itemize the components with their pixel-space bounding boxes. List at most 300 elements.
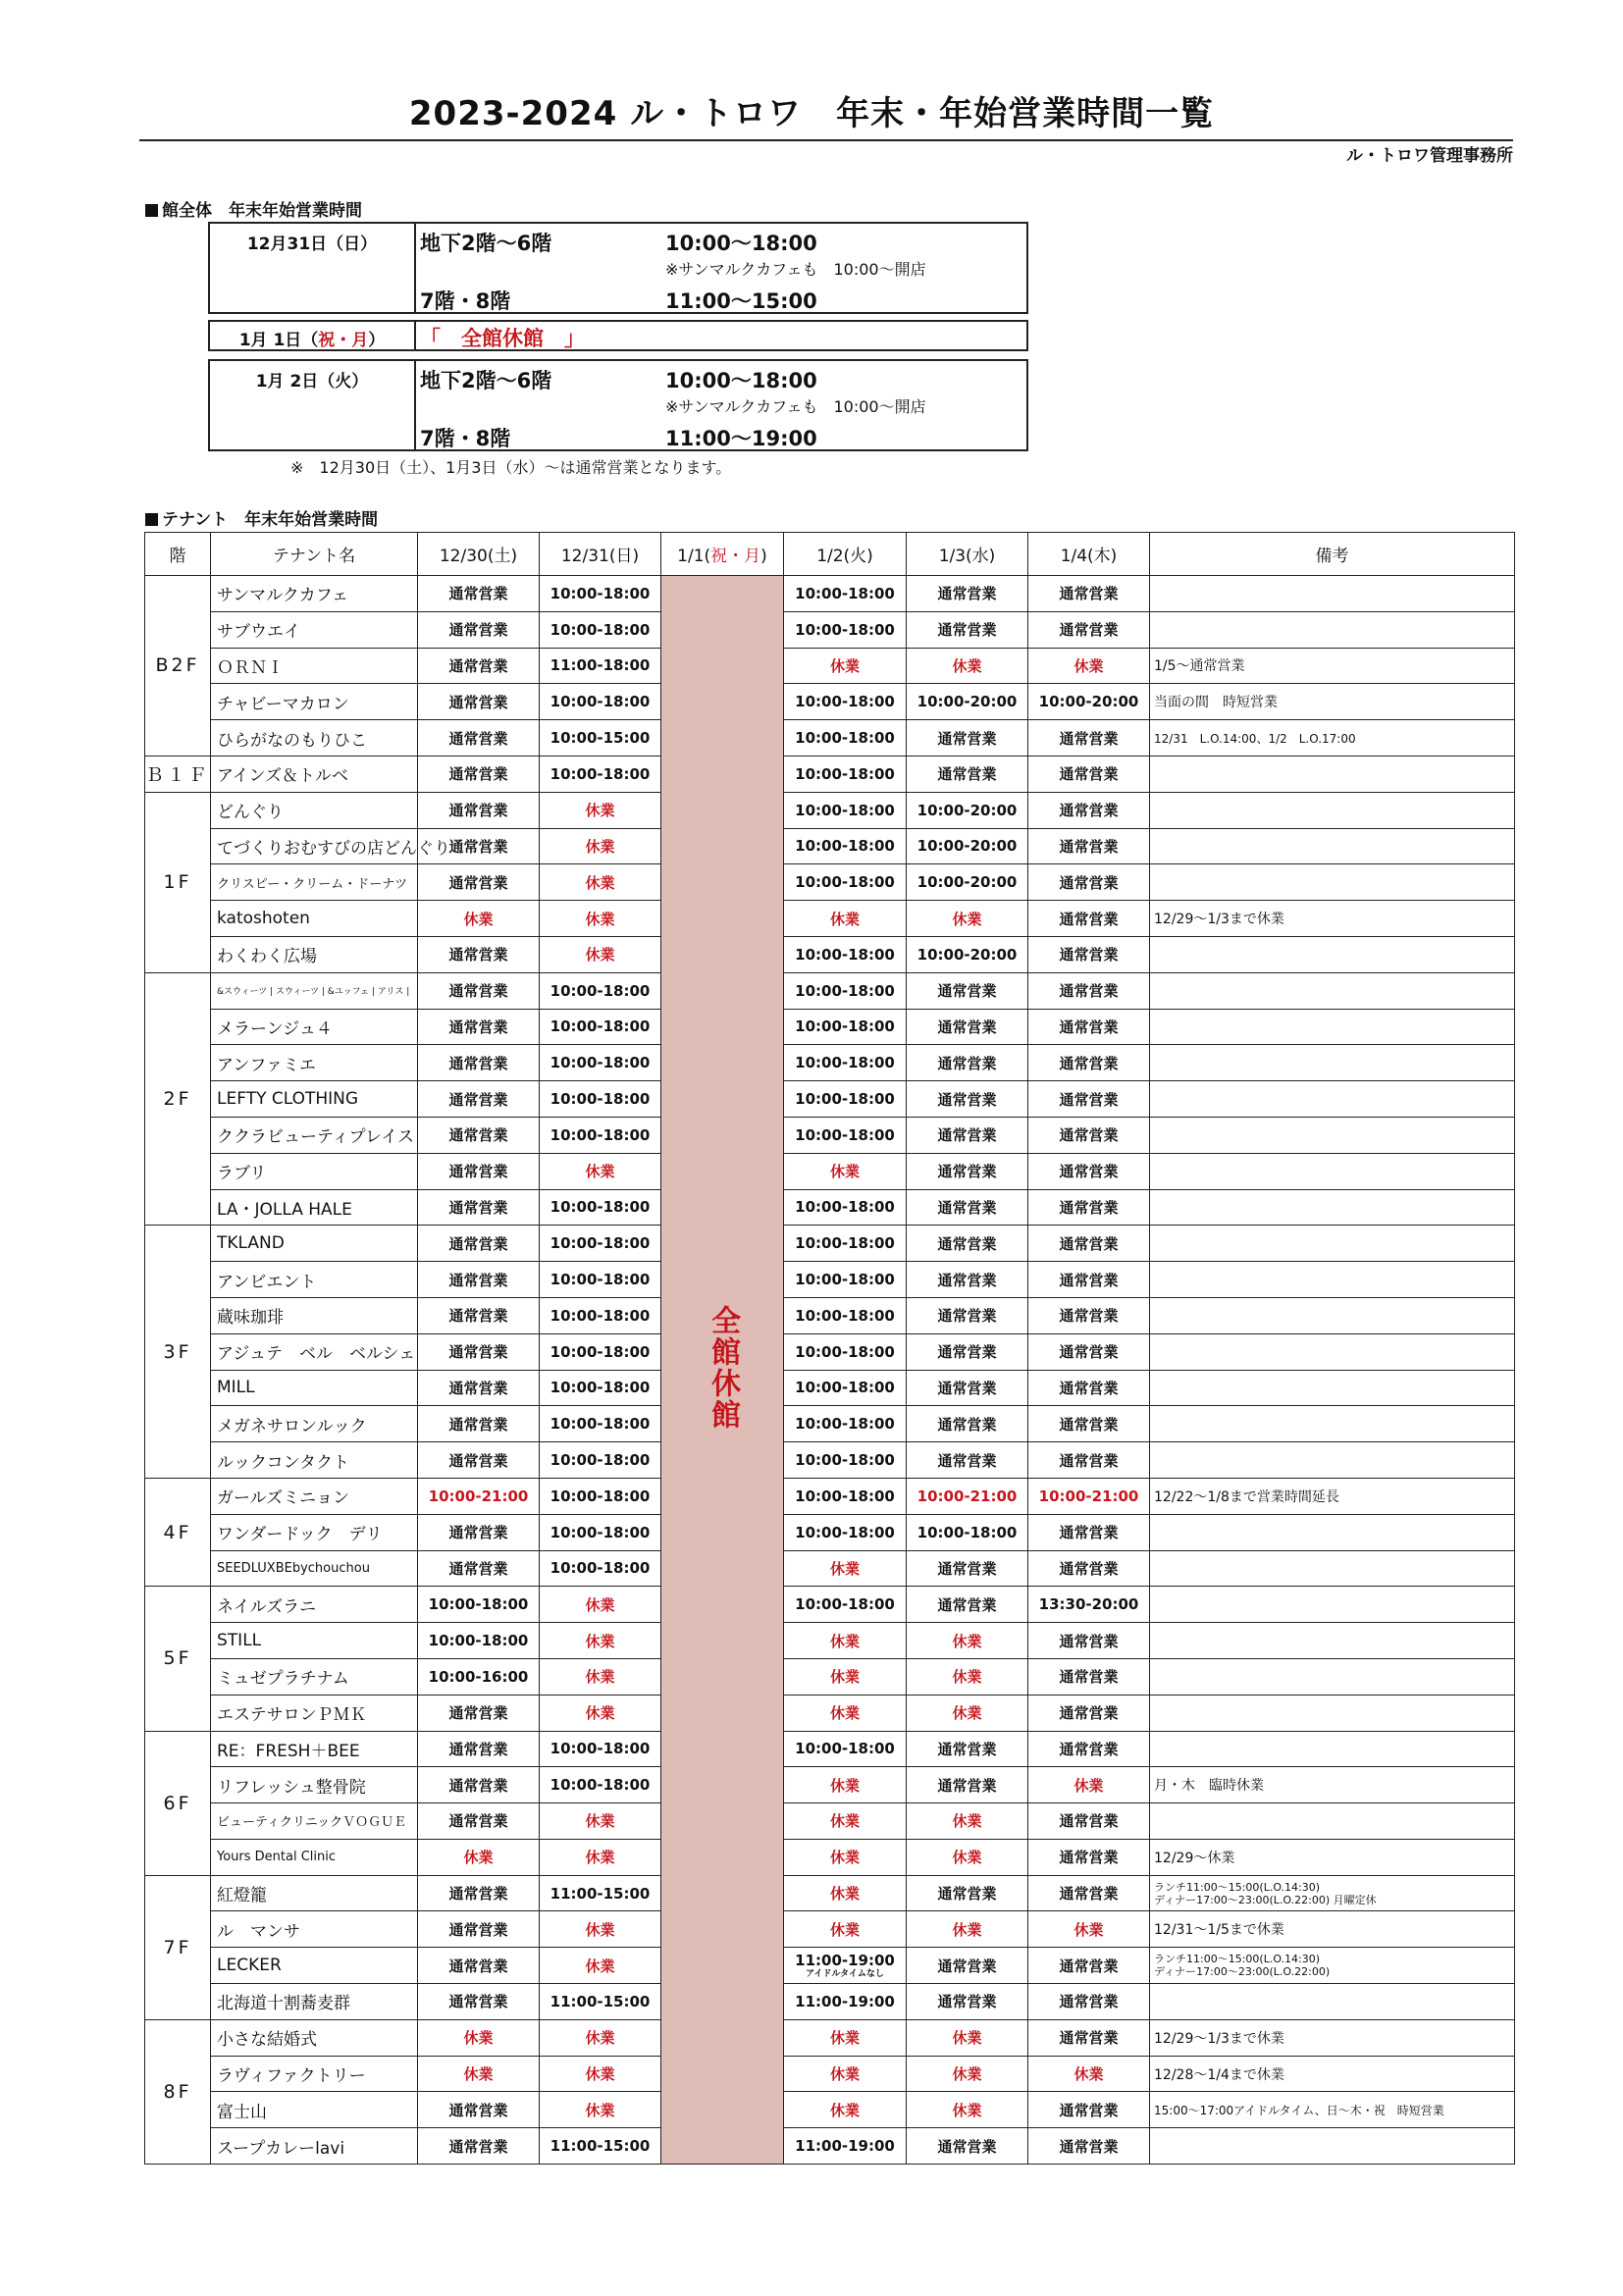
- hours-value: 11:00-19:00: [795, 1992, 895, 2010]
- remarks-cell: [1150, 2128, 1515, 2165]
- hours-d1231: [540, 720, 661, 757]
- remarks-cell: 1/5～通常営業: [1150, 648, 1515, 684]
- hours-value: 通常営業: [1059, 1379, 1119, 1397]
- hours-d0104: [1028, 1117, 1150, 1153]
- hours-value: 10:00-18:00: [550, 1776, 651, 1795]
- hours-value: 通常営業: [448, 1740, 508, 1758]
- hours-value: 通常営業: [937, 585, 997, 603]
- hours-value: 通常営業: [448, 1812, 508, 1831]
- hours-d0104: [1028, 1731, 1150, 1767]
- hours-d1230: [418, 1587, 540, 1623]
- hours-value: 休業: [952, 2101, 982, 2119]
- hours-value: 通常営業: [448, 1018, 508, 1036]
- hours-d1231: [540, 1370, 661, 1406]
- hours-d1230: [418, 2019, 540, 2056]
- dec31-time-upper: 11:00～15:00: [665, 289, 817, 313]
- tenant-name: ワンダードック デリ: [211, 1514, 418, 1550]
- hours-d0103: [907, 864, 1028, 901]
- hours-d0104: [1028, 1875, 1150, 1911]
- table-row: [145, 901, 1515, 937]
- hours-value: 10:00-20:00: [916, 837, 1018, 856]
- hours-d0103: [907, 1009, 1028, 1045]
- hours-value: 通常営業: [1059, 837, 1119, 856]
- hours-value: 通常営業: [448, 1451, 508, 1470]
- hours-value: 休業: [829, 1885, 860, 1904]
- hours-d1230: [418, 1803, 540, 1840]
- hours-d0103: [907, 1550, 1028, 1587]
- hours-value: 10:00-21:00: [428, 1487, 529, 1505]
- col-header-0104: 1/4(木): [1028, 533, 1150, 576]
- hours-d0103: [907, 1984, 1028, 2020]
- table-row: [145, 1948, 1515, 1984]
- tenant-name: ククラビューティプレイス: [211, 1117, 418, 1153]
- hours-d0104: [1028, 864, 1150, 901]
- hours-value: 通常営業: [448, 765, 508, 784]
- hours-d0102: [784, 1658, 907, 1695]
- hours-d0102: [784, 1587, 907, 1623]
- hours-value: 休業: [585, 1849, 615, 1867]
- hours-value: 10:00-18:00: [550, 1487, 651, 1505]
- hours-d1231: [540, 792, 661, 828]
- hours-d1230: [418, 1153, 540, 1189]
- hours-d0103: [907, 901, 1028, 937]
- table-row: [145, 2128, 1515, 2165]
- hours-d1230: [418, 1189, 540, 1226]
- tenant-hours-table: [144, 532, 1515, 2165]
- hours-value: 10:00-20:00: [916, 873, 1018, 892]
- hours-d1230: [418, 936, 540, 972]
- dec31-floors-upper: 7階・8階: [420, 289, 511, 313]
- hours-value: 10:00-18:00: [795, 729, 895, 748]
- hours-d0102: [784, 1623, 907, 1659]
- hours-value: 10:00-18:00: [795, 693, 895, 711]
- tenant-name: てづくりおむすびの店どんぐり: [211, 828, 418, 864]
- remarks-cell: [1150, 756, 1515, 792]
- hours-value: 通常営業: [1059, 1704, 1119, 1723]
- remarks-cell: [1150, 972, 1515, 1009]
- hours-d0102: [784, 936, 907, 972]
- hours-value: 休業: [585, 2065, 615, 2084]
- table-row: [145, 864, 1515, 901]
- hours-value: 通常営業: [448, 1198, 508, 1217]
- hours-value: 通常営業: [937, 1740, 997, 1758]
- tenant-name: ラヴィファクトリー: [211, 2056, 418, 2092]
- remarks-cell: [1150, 611, 1515, 648]
- hours-value: 通常営業: [1059, 946, 1119, 965]
- remarks-cell: [1150, 936, 1515, 972]
- remarks-cell: [1150, 792, 1515, 828]
- hours-d1230: [418, 901, 540, 937]
- col-header-1231: 12/31(日): [540, 533, 661, 576]
- hours-value: 通常営業: [937, 2137, 997, 2156]
- hours-value: 10:00-18:00: [795, 1090, 895, 1109]
- hours-d1231: [540, 1911, 661, 1948]
- tenant-name: アジュテ ベル ベルシェ: [211, 1333, 418, 1370]
- hours-d0102: [784, 684, 907, 720]
- hours-d0103: [907, 720, 1028, 757]
- floor-cell: 2F: [145, 972, 211, 1226]
- hours-d0102: [784, 1803, 907, 1840]
- hours-value: 通常営業: [937, 1018, 997, 1036]
- tenant-name: リフレッシュ整骨院: [211, 1767, 418, 1803]
- hours-d0103: [907, 792, 1028, 828]
- hours-value: 10:00-18:00: [550, 693, 651, 711]
- hours-d0102: [784, 864, 907, 901]
- tenant-name: クリスピー・クリーム・ドーナツ: [211, 864, 418, 901]
- hours-d0102: [784, 1839, 907, 1875]
- office-name: ル・トロワ管理事務所: [1346, 146, 1513, 166]
- hours-d1231: [540, 2092, 661, 2128]
- hours-value: 休業: [463, 1849, 494, 1867]
- hours-d0102: [784, 1189, 907, 1226]
- tenant-name: メラーンジュ４: [211, 1009, 418, 1045]
- hours-d1230: [418, 1442, 540, 1479]
- hours-value: 通常営業: [448, 1054, 508, 1072]
- hours-value: 通常営業: [937, 1090, 997, 1109]
- hours-d1231: [540, 1262, 661, 1298]
- hours-d1231: [540, 1803, 661, 1840]
- hours-d0103: [907, 972, 1028, 1009]
- hours-value: 通常営業: [448, 2101, 508, 2119]
- hours-value: 通常営業: [1059, 1993, 1119, 2011]
- hours-value: 通常営業: [448, 1993, 508, 2011]
- table-row: [145, 1333, 1515, 1370]
- hours-value: 通常営業: [448, 1776, 508, 1795]
- table-row: [145, 2019, 1515, 2056]
- hours-d0104: [1028, 576, 1150, 612]
- remarks-cell: [1150, 1984, 1515, 2020]
- table-row: [145, 828, 1515, 864]
- hours-d0103: [907, 936, 1028, 972]
- hours-d1231: [540, 611, 661, 648]
- hours-d0104: [1028, 1297, 1150, 1333]
- hours-value: 通常営業: [937, 982, 997, 1001]
- hours-value: 10:00-21:00: [916, 1487, 1018, 1505]
- hours-value: 通常営業: [448, 1957, 508, 1975]
- hours-d0103: [907, 1514, 1028, 1550]
- hours-value: 10:00-18:00: [550, 1415, 651, 1434]
- hours-value: 休業: [952, 1849, 982, 1867]
- col-header-0101: 1/1(祝・月): [661, 533, 784, 576]
- hours-value: 休業: [829, 2029, 860, 2048]
- hours-d0103: [907, 1333, 1028, 1370]
- hours-d1230: [418, 864, 540, 901]
- hours-value: 10:00-18:00: [795, 837, 895, 856]
- hours-d0103: [907, 1045, 1028, 1081]
- hours-d1230: [418, 611, 540, 648]
- table-row: [145, 1695, 1515, 1731]
- hours-d0102: [784, 1948, 907, 1984]
- hours-d0102: [784, 2056, 907, 2092]
- hours-value: 通常営業: [1059, 1559, 1119, 1578]
- hours-d0104: [1028, 1081, 1150, 1118]
- hours-d0102: [784, 720, 907, 757]
- hours-d1231: [540, 648, 661, 684]
- hours-d0103: [907, 1875, 1028, 1911]
- jan1-status: 「 全館休館 」: [420, 327, 585, 350]
- hours-d0104: [1028, 901, 1150, 937]
- hours-d0103: [907, 684, 1028, 720]
- table-row: [145, 1370, 1515, 1406]
- hours-value: 通常営業: [448, 1379, 508, 1397]
- tenant-name: アインズ＆トルベ: [211, 756, 418, 792]
- hours-value: 通常営業: [448, 946, 508, 965]
- hours-value: 休業: [952, 1704, 982, 1723]
- hours-value: 通常営業: [448, 1234, 508, 1253]
- col-header-0102: 1/2(火): [784, 533, 907, 576]
- hours-value: 10:00-18:00: [795, 1198, 895, 1217]
- hours-value: 通常営業: [448, 729, 508, 748]
- tenant-name: LEFTY CLOTHING: [211, 1081, 418, 1118]
- hours-d1231: [540, 1153, 661, 1189]
- hours-value: 通常営業: [1059, 1812, 1119, 1831]
- floor-cell: 4F: [145, 1478, 211, 1586]
- hours-value: 休業: [829, 1776, 860, 1795]
- hours-value: 通常営業: [448, 585, 508, 603]
- hours-d0104: [1028, 1839, 1150, 1875]
- table-row: [145, 1514, 1515, 1550]
- jan2-time-upper: 11:00～19:00: [665, 427, 817, 450]
- hours-value: 10:00-16:00: [428, 1667, 529, 1686]
- floor-cell: 5F: [145, 1587, 211, 1731]
- hours-value: 休業: [952, 1632, 982, 1650]
- hours-d1231: [540, 1948, 661, 1984]
- table-row: [145, 1442, 1515, 1479]
- remarks-cell: [1150, 1009, 1515, 1045]
- hours-value: 休業: [829, 1632, 860, 1650]
- hours-value: 通常営業: [937, 1126, 997, 1145]
- hours-value: 10:00-18:00: [795, 1415, 895, 1434]
- hours-d1231: [540, 828, 661, 864]
- hours-d1231: [540, 2019, 661, 2056]
- remarks-cell: [1150, 1587, 1515, 1623]
- hours-value: 通常営業: [1059, 765, 1119, 784]
- hours-value: 10:00-15:00: [550, 729, 651, 748]
- hours-d1230: [418, 792, 540, 828]
- jan2-note: ※サンマルクカフェも 10:00～開店: [665, 397, 926, 416]
- hours-d1231: [540, 1767, 661, 1803]
- tenant-name: 富士山: [211, 2092, 418, 2128]
- hours-value: 10:00-18:00: [795, 1125, 895, 1144]
- remarks-cell: [1150, 864, 1515, 901]
- hours-value: 通常営業: [448, 621, 508, 640]
- floor-cell: 3F: [145, 1226, 211, 1479]
- hours-value: 休業: [952, 1812, 982, 1831]
- hours-d0102: [784, 2128, 907, 2165]
- hours-d0102: [784, 1333, 907, 1370]
- hours-d1230: [418, 1333, 540, 1370]
- hours-d0102: [784, 1514, 907, 1550]
- hours-value: 通常営業: [448, 1559, 508, 1578]
- table-row: [145, 792, 1515, 828]
- hours-d1231: [540, 2056, 661, 2092]
- table-row: [145, 1550, 1515, 1587]
- hours-d0102: [784, 1695, 907, 1731]
- table-row: [145, 720, 1515, 757]
- hours-d0102: [784, 2092, 907, 2128]
- hours-d1231: [540, 1587, 661, 1623]
- remarks-cell: [1150, 1370, 1515, 1406]
- table-row: [145, 2056, 1515, 2092]
- hours-d1230: [418, 2092, 540, 2128]
- hours-d0104: [1028, 1911, 1150, 1948]
- remarks-cell: [1150, 1333, 1515, 1370]
- hours-value: 通常営業: [448, 656, 508, 675]
- hours-d1230: [418, 1550, 540, 1587]
- hours-value: 通常営業: [448, 1126, 508, 1145]
- hours-d0103: [907, 1803, 1028, 1840]
- hours-value: 通常営業: [937, 1957, 997, 1975]
- jan1-closed-column: [661, 576, 784, 2165]
- hours-d0104: [1028, 1153, 1150, 1189]
- hours-value: 10:00-21:00: [1038, 1487, 1139, 1505]
- hours-value: 休業: [952, 910, 982, 928]
- hours-d1230: [418, 1262, 540, 1298]
- hours-value: 10:00-20:00: [1038, 693, 1139, 711]
- hours-value: 通常営業: [448, 1163, 508, 1181]
- hours-d1230: [418, 1911, 540, 1948]
- dec31-time-lower: 10:00～18:00: [665, 232, 817, 255]
- hours-value: 10:00-18:00: [795, 1740, 895, 1758]
- hours-value: 通常営業: [937, 1234, 997, 1253]
- hours-d1231: [540, 1731, 661, 1767]
- hours-d1231: [540, 1875, 661, 1911]
- hours-d0104: [1028, 1623, 1150, 1659]
- hours-d0102: [784, 1550, 907, 1587]
- hours-d1231: [540, 1081, 661, 1118]
- hours-value: 通常営業: [937, 1993, 997, 2011]
- hours-value: 通常営業: [937, 1163, 997, 1181]
- hours-d0104: [1028, 2056, 1150, 2092]
- remarks-cell: [1150, 1153, 1515, 1189]
- hours-d0102: [784, 1911, 907, 1948]
- hours-value: 通常営業: [937, 1451, 997, 1470]
- hours-d0102: [784, 972, 907, 1009]
- hours-d0102: [784, 2019, 907, 2056]
- hours-value: 10:00-18:00: [795, 981, 895, 1000]
- hours-value: 10:00-18:00: [795, 1234, 895, 1253]
- hours-d0103: [907, 611, 1028, 648]
- hours-d0103: [907, 1189, 1028, 1226]
- table-row: [145, 1189, 1515, 1226]
- hours-d0102: [784, 1262, 907, 1298]
- hours-d0104: [1028, 1370, 1150, 1406]
- hours-value: 10:00-18:00: [550, 1018, 651, 1036]
- remarks-cell: [1150, 1695, 1515, 1731]
- hours-d0104: [1028, 1009, 1150, 1045]
- tenant-name: チャビーマカロン: [211, 684, 418, 720]
- hours-d1231: [540, 576, 661, 612]
- hours-value: 通常営業: [448, 837, 508, 856]
- hours-value: 通常営業: [1059, 873, 1119, 892]
- remarks-cell: [1150, 1550, 1515, 1587]
- hours-d1231: [540, 1045, 661, 1081]
- hours-value: 休業: [585, 2029, 615, 2048]
- remarks-cell: 12/29～休業: [1150, 1839, 1515, 1875]
- hours-d1231: [540, 684, 661, 720]
- table-row: [145, 1045, 1515, 1081]
- hours-value: 10:00-18:00: [795, 1523, 895, 1541]
- remarks-cell: [1150, 1189, 1515, 1226]
- jan2-floors-upper: 7階・8階: [420, 427, 511, 450]
- hours-value: 休業: [585, 1704, 615, 1723]
- hours-value: 通常営業: [937, 1343, 997, 1362]
- hours-d0104: [1028, 1262, 1150, 1298]
- hours-value: 10:00-18:00: [550, 1234, 651, 1253]
- hours-value: 休業: [463, 2029, 494, 2048]
- hours-value: 10:00-18:00: [550, 981, 651, 1000]
- hours-d0103: [907, 1153, 1028, 1189]
- hours-value: 10:00-18:00: [550, 1342, 651, 1361]
- hours-value: 通常営業: [1059, 1632, 1119, 1650]
- hours-d0104: [1028, 2019, 1150, 2056]
- hours-d1230: [418, 1695, 540, 1731]
- hours-d1231: [540, 1658, 661, 1695]
- hours-d0102: [784, 901, 907, 937]
- hours-d0103: [907, 756, 1028, 792]
- hours-value: 通常営業: [1059, 1957, 1119, 1975]
- hours-d0104: [1028, 1189, 1150, 1226]
- hours-d1230: [418, 1081, 540, 1118]
- hours-value: 休業: [829, 1668, 860, 1687]
- hours-value: 10:00-18:00: [795, 1595, 895, 1614]
- hours-d1230: [418, 1658, 540, 1695]
- hours-d1231: [540, 1550, 661, 1587]
- tenant-name: ルックコンタクト: [211, 1442, 418, 1479]
- remarks-cell: [1150, 1623, 1515, 1659]
- hours-d0103: [907, 2056, 1028, 2092]
- hours-value: 休業: [829, 2101, 860, 2119]
- hours-d1231: [540, 2128, 661, 2165]
- remarks-cell: [1150, 1514, 1515, 1550]
- tenant-name: スープカレーlavi: [211, 2128, 418, 2165]
- table-row: [145, 1658, 1515, 1695]
- hours-d0104: [1028, 1550, 1150, 1587]
- hours-value: 通常営業: [1059, 1307, 1119, 1326]
- hours-d1231: [540, 1478, 661, 1514]
- hours-d1230: [418, 1948, 540, 1984]
- hours-value: 10:00-18:00: [795, 945, 895, 964]
- table-row: [145, 1875, 1515, 1911]
- hours-value: 通常営業: [1059, 1163, 1119, 1181]
- hours-d0104: [1028, 1045, 1150, 1081]
- table-row: [145, 1226, 1515, 1262]
- hours-d0103: [907, 1658, 1028, 1695]
- floor-cell: B2F: [145, 576, 211, 757]
- hours-d0103: [907, 1911, 1028, 1948]
- hours-value: 休業: [463, 2065, 494, 2084]
- hours-value: 10:00-18:00: [550, 1451, 651, 1470]
- hours-d0103: [907, 1297, 1028, 1333]
- tenant-name: SEEDLUXBEbychouchou: [211, 1550, 418, 1587]
- hours-d0104: [1028, 1587, 1150, 1623]
- hours-value: 10:00-18:00: [795, 873, 895, 892]
- hours-value: 10:00-18:00: [795, 1342, 895, 1361]
- hours-d0103: [907, 1948, 1028, 1984]
- hours-d0104: [1028, 936, 1150, 972]
- hours-d0103: [907, 2092, 1028, 2128]
- hours-value: 10:00-18:00: [550, 1523, 651, 1541]
- hours-value: 通常営業: [1059, 585, 1119, 603]
- hours-d1230: [418, 1117, 540, 1153]
- hours-d1230: [418, 1984, 540, 2020]
- remarks-cell: 12/31～1/5まで休業: [1150, 1911, 1515, 1948]
- tenant-name: どんぐり: [211, 792, 418, 828]
- table-row: [145, 936, 1515, 972]
- tenant-name: ＯＲＮＩ: [211, 648, 418, 684]
- hours-d0104: [1028, 1514, 1150, 1550]
- hours-value: 通常営業: [1059, 1234, 1119, 1253]
